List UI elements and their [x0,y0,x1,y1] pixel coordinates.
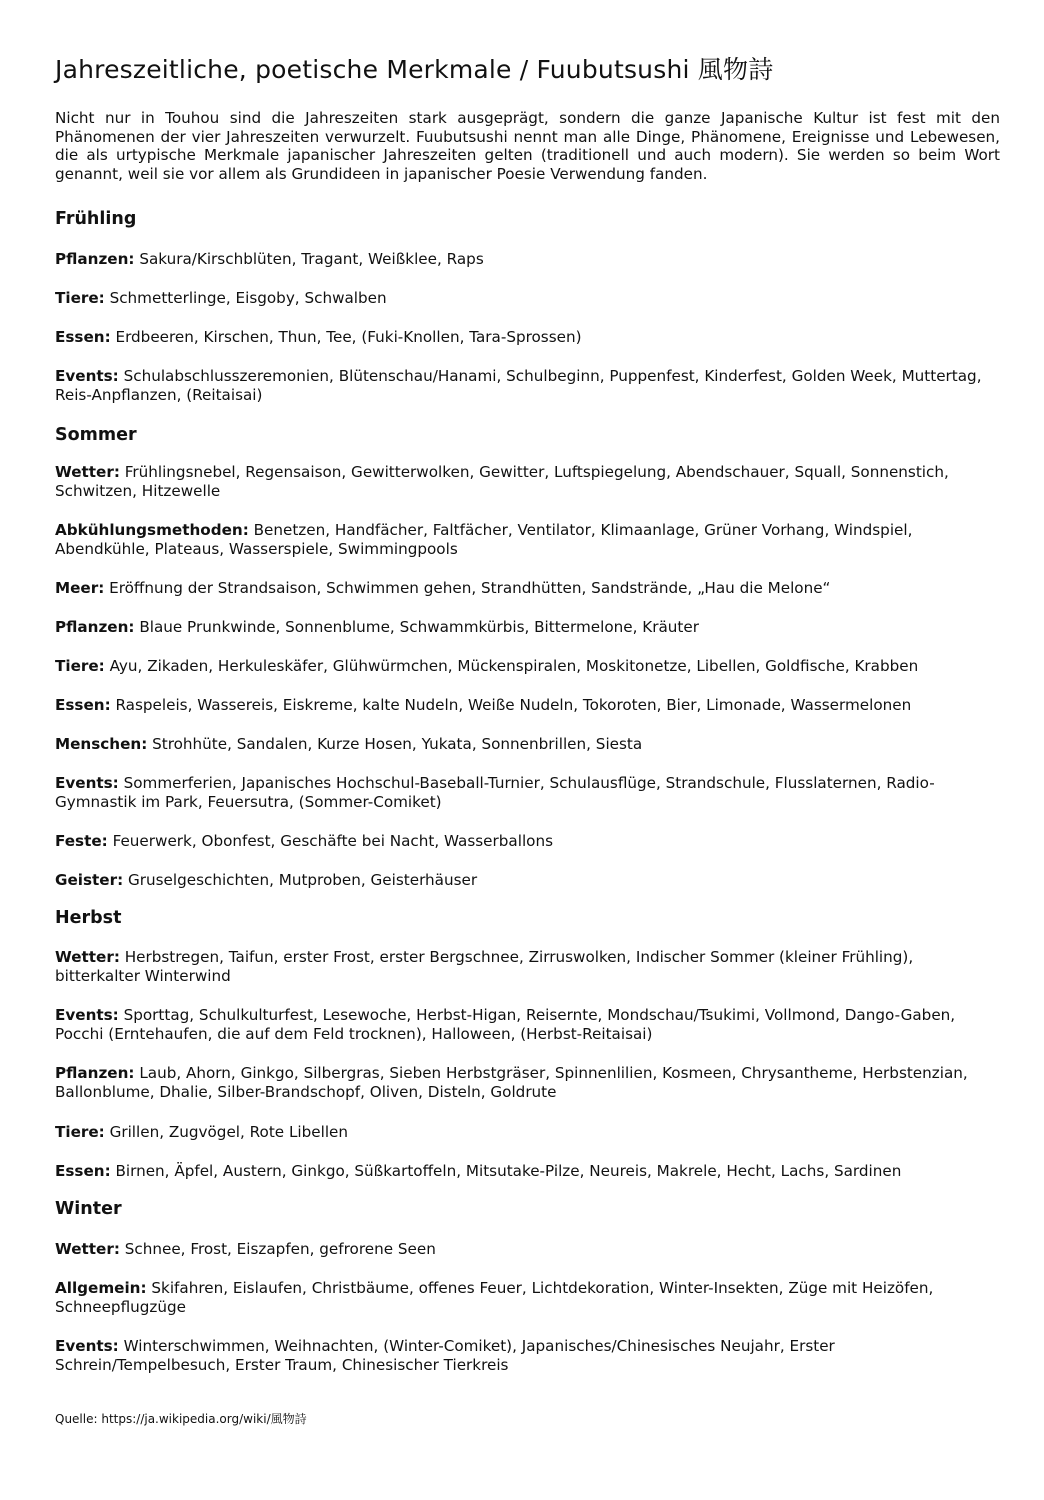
entry-label: Abkühlungsmethoden: [55,521,249,539]
entry-text: Schnee, Frost, Eiszapfen, gefrorene Seen [124,1240,436,1258]
season-heading-fruehling: Frühling [55,209,137,229]
entry-text: Eröffnung der Strandsaison, Schwimmen gehen, Strandhütten, Sandstrände, „Hau die Melone“ [109,579,831,597]
entry-sommer-geister [55,871,1000,890]
entry-text: Laub, Ahorn, Ginkgo, Silbergras, Sieben Herbstgräser, Spinnenlilien, Kosmeen, Chrysantheme, Herbstenzian, Ballonblume, Dhalie, Silber-Brandschopf, Oliven, Disteln, Goldrute [55,1064,968,1101]
page-title: Jahreszeitliche, poetische Merkmale / Fuubutsushi 風物詩 [55,55,774,84]
entry-text: Ayu, Zikaden, Herkuleskäfer, Glühwürmchen, Mückenspiralen, Moskitonetze, Libellen, Goldfische, Krabben [109,657,919,675]
entry-label: Wetter: [55,1240,120,1258]
entry-fruehling-events [55,367,1000,404]
entry-text: Blaue Prunkwinde, Sonnenblume, Schwammkürbis, Bittermelone, Kräuter [139,618,699,636]
entry-label: Meer: [55,579,105,597]
entry-label: Tiere: [55,1123,105,1141]
entry-sommer-abkuehlung [55,521,1000,558]
entry-text: Winterschwimmen, Weihnachten, (Winter-Comiket), Japanisches/Chinesisches Neujahr, Erster Schrein/Tempelbesuch, Erster Traum, Chinesischer Tierkreis [55,1337,835,1374]
entry-text: Gruselgeschichten, Mutproben, Geisterhäuser [127,871,478,889]
season-heading-sommer: Sommer [55,425,137,445]
entry-text: Sommerferien, Japanisches Hochschul-Baseball-Turnier, Schulausflüge, Strandschule, Flusslaternen, Radio-Gymnastik im Park, Feuersutra, (Sommer-Comiket) [55,774,935,811]
entry-label: Essen: [55,696,111,714]
entry-text: Strohhüte, Sandalen, Kurze Hosen, Yukata, Sonnenbrillen, Siesta [152,735,643,753]
entry-text: Schulabschlusszeremonien, Blütenschau/Hanami, Schulbeginn, Puppenfest, Kinderfest, Golden Week, Muttertag, Reis-Anpflanzen, (Reitaisai) [55,367,982,404]
entry-sommer-feste [55,832,1000,851]
entry-text: Benetzen, Handfächer, Faltfächer, Ventilator, Klimaanlage, Grüner Vorhang, Windspiel, Abendkühle, Plateaus, Wasserspiele, Swimmingpools [55,521,913,558]
intro-paragraph: Nicht nur in Touhou sind die Jahreszeiten stark ausgeprägt, sondern die ganze Japanische Kultur ist fest mit den Phänomenen der vier Jahreszeiten verwurzelt. Fuubutsushi nennt man alle Dinge, Phänomene, Ereignisse und Lebewesen, die als urtypische Merkmale japanischer Jahreszeiten gelten (traditionell und auch modern). Sie werden so beim Wort genannt, weil sie vor allem als Grundideen in japanischer Poesie Verwendung fanden. [55,109,1000,183]
entry-fruehling-tiere [55,289,1000,308]
entry-sommer-menschen [55,735,1000,754]
entry-text: Raspeleis, Wassereis, Eiskreme, kalte Nudeln, Weiße Nudeln, Tokoroten, Bier, Limonade, Wassermelonen [115,696,912,714]
entry-sommer-pflanzen [55,618,1000,637]
entry-sommer-tiere [55,657,1000,676]
entry-label: Menschen: [55,735,148,753]
entry-label: Essen: [55,328,111,346]
source-note: Quelle: https://ja.wikipedia.org/wiki/風物詩 [55,1412,307,1426]
entry-fruehling-essen [55,328,1000,347]
season-heading-winter: Winter [55,1199,122,1219]
entry-label: Pflanzen: [55,250,135,268]
entry-text: Birnen, Äpfel, Austern, Ginkgo, Süßkartoffeln, Mitsutake-Pilze, Neureis, Makrele, Hecht, Lachs, Sardinen [115,1162,902,1180]
entry-winter-wetter [55,1240,1000,1259]
entry-sommer-essen [55,696,1000,715]
entry-label: Tiere: [55,657,105,675]
entry-herbst-tiere [55,1123,1000,1142]
entry-label: Wetter: [55,463,120,481]
entry-label: Geister: [55,871,124,889]
entry-winter-allgemein [55,1279,1000,1316]
entry-label: Pflanzen: [55,1064,135,1082]
entry-text: Skifahren, Eislaufen, Christbäume, offenes Feuer, Lichtdekoration, Winter-Insekten, Züge mit Heizöfen, Schneepflugzüge [55,1279,934,1316]
entry-label: Wetter: [55,948,120,966]
entry-label: Events: [55,367,119,385]
entry-winter-events [55,1337,1000,1374]
entry-text: Grillen, Zugvögel, Rote Libellen [109,1123,349,1141]
entry-fruehling-pflanzen [55,250,1000,269]
entry-sommer-meer [55,579,1000,598]
entry-text: Sporttag, Schulkulturfest, Lesewoche, Herbst-Higan, Reisernte, Mondschau/Tsukimi, Vollmond, Dango-Gaben, Pocchi (Erntehaufen, die auf dem Feld trocknen), Halloween, (Herbst-Reitaisai) [55,1006,956,1043]
entry-herbst-events [55,1006,1000,1043]
entry-herbst-pflanzen [55,1064,1000,1101]
entry-text: Erdbeeren, Kirschen, Thun, Tee, (Fuki-Knollen, Tara-Sprossen) [115,328,582,346]
entry-label: Pflanzen: [55,618,135,636]
entry-label: Feste: [55,832,108,850]
season-heading-herbst: Herbst [55,908,122,928]
entry-label: Events: [55,774,119,792]
entry-herbst-wetter [55,948,1000,985]
entry-herbst-essen [55,1162,1000,1181]
entry-text: Feuerwerk, Obonfest, Geschäfte bei Nacht, Wasserballons [112,832,553,850]
entry-label: Essen: [55,1162,111,1180]
entry-label: Events: [55,1006,119,1024]
entry-label: Tiere: [55,289,105,307]
entry-label: Allgemein: [55,1279,147,1297]
entry-text: Schmetterlinge, Eisgoby, Schwalben [109,289,387,307]
entry-sommer-events [55,774,1000,811]
entry-label: Events: [55,1337,119,1355]
entry-sommer-wetter [55,463,1000,500]
entry-text: Herbstregen, Taifun, erster Frost, erster Bergschnee, Zirruswolken, Indischer Sommer (kleiner Frühling), bitterkalter Winterwind [55,948,914,985]
entry-text: Sakura/Kirschblüten, Tragant, Weißklee, Raps [139,250,484,268]
entry-text: Frühlingsnebel, Regensaison, Gewitterwolken, Gewitter, Luftspiegelung, Abendschauer, Squall, Sonnenstich, Schwitzen, Hitzewelle [55,463,949,500]
